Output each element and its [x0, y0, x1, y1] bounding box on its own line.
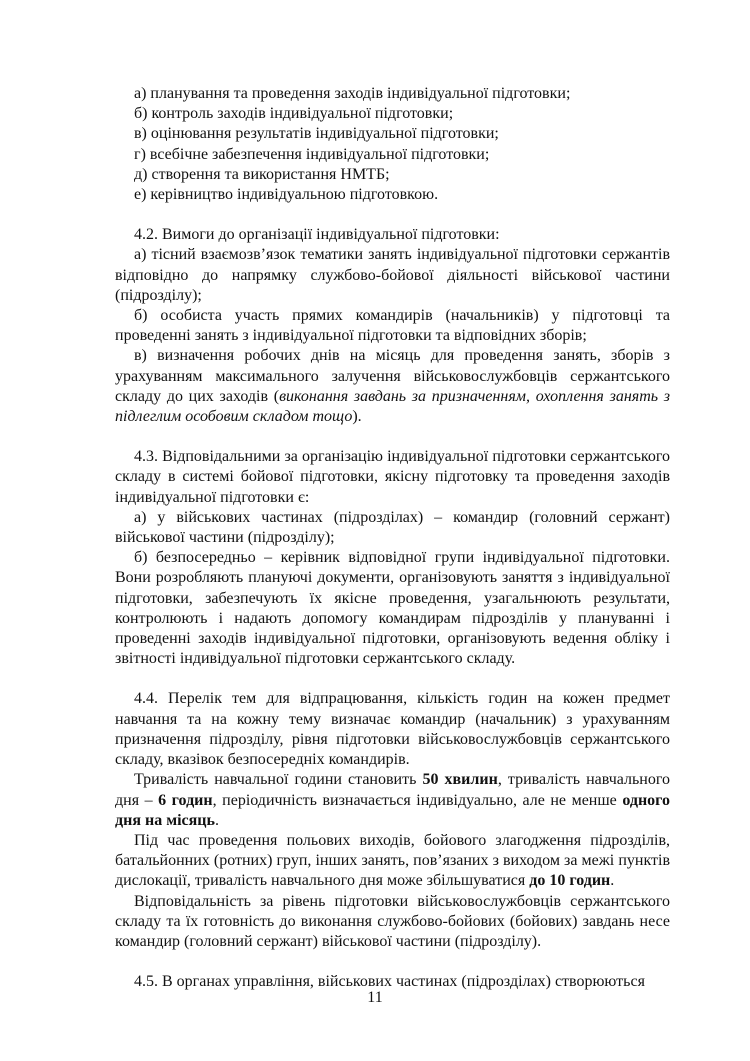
list-item: г) всебічне забезпечення індивідуальної підготовки; [134, 145, 490, 163]
requirement-a: а) тісний взаємозв’язок тематики занять індивідуальної підготовки сержантів відповідно до напрямку службово-бойової діяльності військової частини (підрозділу); [115, 246, 670, 304]
text-run: . [610, 872, 615, 890]
list-item: а) планування та проведення заходів індивідуальної підготовки; [134, 85, 571, 102]
bold-run: 50 хвилин [422, 771, 498, 789]
list-item: б) контроль заходів індивідуальної підготовки; [134, 105, 454, 123]
requirement-c-italic: виконання завдань за призначенням, охоплення занять з підлеглим особовим складом тощо [115, 387, 671, 426]
requirement-c-text: в) визначення робочих днів на місяць для проведення занять, зборів з урахуванням максимального залучення військовослужбовців сержантського складу до цих заходів ( [115, 347, 670, 405]
requirement-b: б) особиста участь прямих командирів (начальників) у підготовці та проведенні занять з індивідуальної підготовки та відповідних зборів; [115, 307, 670, 345]
page-content [115, 84, 670, 992]
list-item: в) оцінювання результатів індивідуальної підготовки; [134, 125, 499, 143]
requirement-c-end: ). [352, 408, 362, 426]
requirement-c [115, 346, 670, 427]
section-intro: 4.3. Відповідальними за організацію індивідуальної підготовки сержантського складу в системі бойової підготовки, якісну підготовку та проведення заходів індивідуальної підготовки є: [115, 448, 670, 506]
responsible-a: а) у військових частинах (підрозділах) – командир (головний сержант) військової частини (підрозділу); [115, 508, 670, 547]
text-run: , періодичність визначається індивідуально, але не менше [212, 791, 623, 809]
text-run: , тривалість навчального дня – [115, 771, 670, 809]
page-number: 11 [367, 989, 383, 1006]
section-4-3 [115, 447, 670, 669]
bold-run: до 10 годин [529, 872, 611, 890]
spacer [115, 952, 670, 972]
section-heading: 4.2. Вимоги до організації індивідуальної підготовки: [134, 226, 500, 244]
spacer [115, 669, 670, 689]
section-paragraph: 4.5. В органах управління, військових частинах (підрозділах) створюються [134, 973, 645, 991]
text-run: Тривалість навчальної години становить [134, 771, 423, 789]
duration-paragraph [115, 770, 670, 831]
responsible-b: б) безпосередньо – керівник відповідної групи індивідуальної підготовки. Вони розробляють плануючі документи, організовують заняття з індивідуальної підготовки, забезпечують їх якісне проведення, узагальнюють результати, контролюють і надають допомогу командирам підрозділів у плануванні і проведенні заходів індивідуальної підготовки, організовують ведення обліку і звітності індивідуальної підготовки сержантського складу. [115, 549, 670, 668]
list-item: е) керівництво індивідуальною підготовкою. [134, 186, 439, 204]
responsibility-paragraph: Відповідальність за рівень підготовки військовослужбовців сержантського складу та їх готовність до виконання службово-бойових (бойових) завдань несе командир (головний сержант) військової частини (підрозділу). [115, 892, 670, 950]
text-run: Під час проведення польових виходів, бойового злагодження підрозділів, батальйонних (ротних) груп, інших занять, пов’язаних з виходом за межі пунктів дислокації, тривалість навчального дня може збільшуватися [115, 831, 670, 890]
list-item: д) створення та використання НМТБ; [134, 165, 390, 183]
spacer [115, 427, 670, 447]
field-exit-paragraph [115, 831, 670, 892]
spacer [115, 205, 670, 225]
section-paragraph: 4.4. Перелік тем для відпрацювання, кількість годин на кожен предмет навчання та на кожну тему визначає командир (начальник) з урахуванням призначення підрозділу, рівня підготовки військовослужбовців сержантського складу, вказівок безпосередніх командирів. [115, 690, 670, 769]
bold-run: одного дня на місяць [115, 791, 671, 829]
section-4-4 [115, 689, 670, 952]
bold-run: 6 годин [158, 791, 213, 809]
text-run: . [214, 811, 219, 829]
responsibilities-list [115, 84, 670, 205]
section-4-2 [115, 225, 670, 427]
